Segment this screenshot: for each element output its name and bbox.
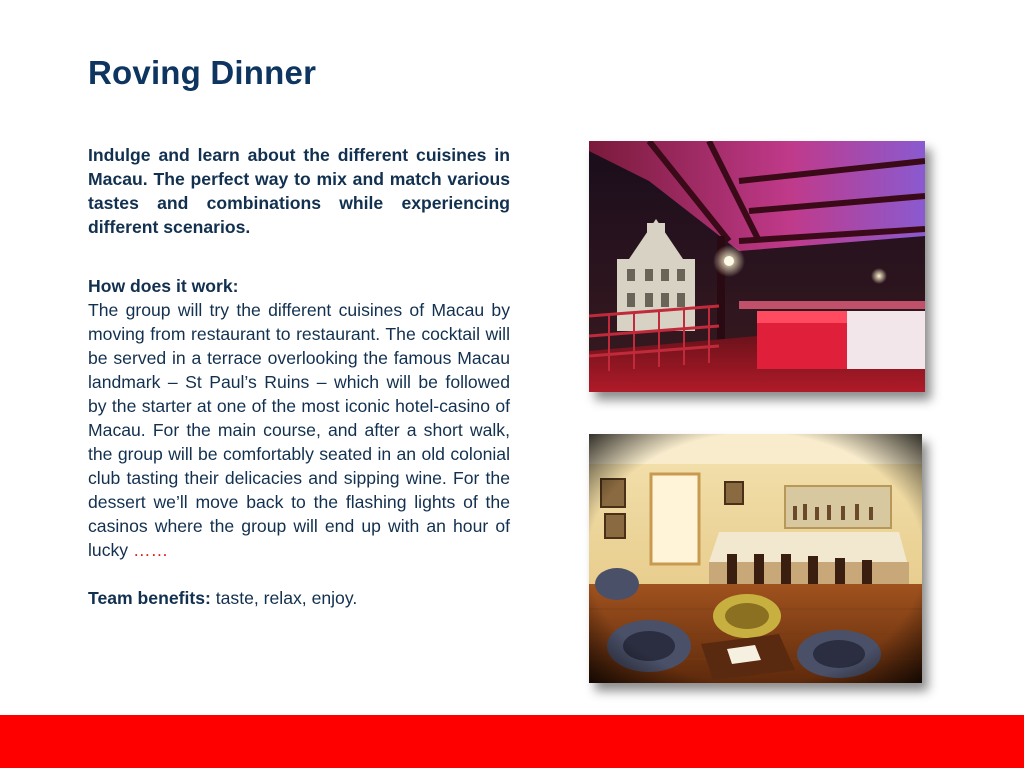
how-it-works-heading: How does it work: <box>88 276 239 296</box>
terrace-photo-image <box>589 141 925 392</box>
how-it-works-paragraph <box>88 298 510 562</box>
team-benefits <box>88 586 510 610</box>
text-column <box>88 143 510 610</box>
team-benefits-label: Team benefits: <box>88 588 211 608</box>
ellipsis-text: …… <box>132 540 169 560</box>
slide-title: Roving Dinner <box>88 54 317 91</box>
club-interior-photo <box>589 434 922 683</box>
club-interior-photo-image <box>589 434 922 683</box>
terrace-photo <box>589 141 925 392</box>
how-it-works-text: The group will try the different cuisines of Macau by moving from restaurant to restaurant. The cocktail will be served in a terrace overlooking the famous Macau landmark – St Paul’s Ruins – which will be followed by the starter at one of the most iconic hotel-casino of Macau. For the main course, and after a short walk, the group will be comfortably seated in an old colonial club tasting their delicacies and sipping wine. For the dessert we’ll move back to the flashing lights of the casinos where the group will end up with an hour of lucky <box>88 300 510 560</box>
team-benefits-text: taste, relax, enjoy. <box>210 588 358 608</box>
intro-paragraph: Indulge and learn about the different cuisines in Macau. The perfect way to mix and match various tastes and combinations while experiencing different scenarios. <box>88 145 510 237</box>
footer-red-bar <box>0 715 1024 768</box>
